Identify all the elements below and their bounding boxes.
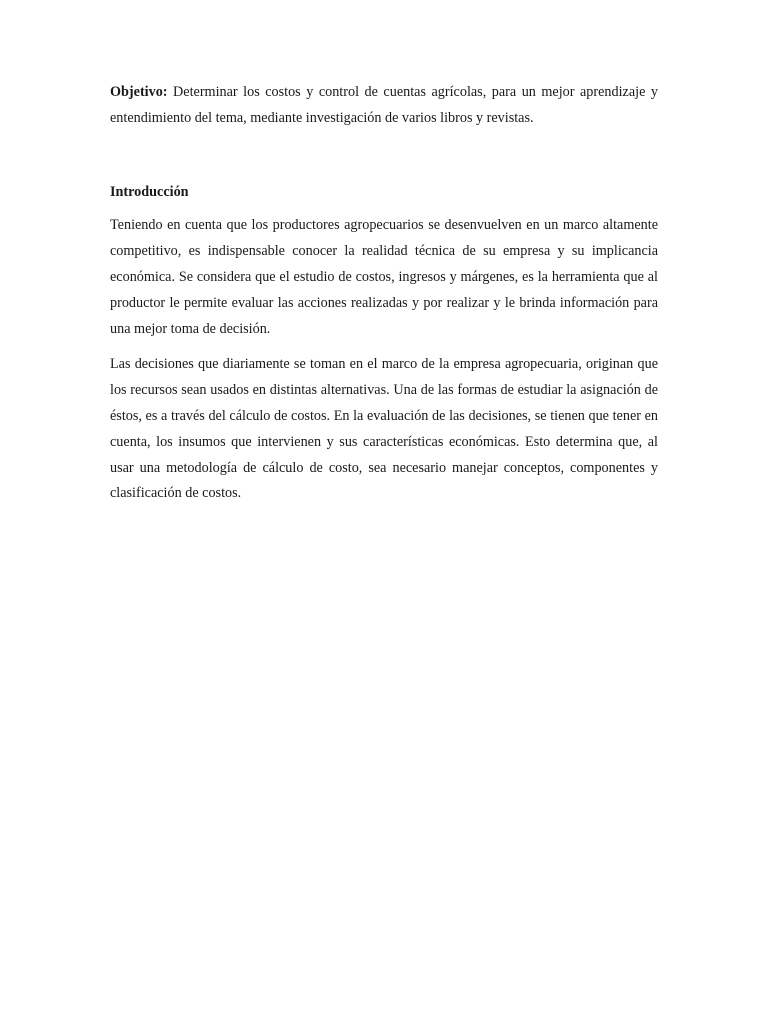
- objective-label: Objetivo:: [110, 84, 168, 100]
- introduction-heading: Introducción: [110, 183, 189, 200]
- introduction-paragraph-1: Teniendo en cuenta que los productores agropecuarios se desenvuelven en un marco altamente competitivo, es indispensable conocer la realidad técnica de su empresa y su implicancia económica. Se considera que el estudio de costos, ingresos y márgenes, es la herramienta que al productor le permite evaluar las acciones realizadas y por realizar y le brinda información para una mejor toma de decisión.: [110, 217, 658, 337]
- document-page: [110, 80, 658, 507]
- objective-paragraph: [110, 80, 658, 132]
- introduction-paragraph-2: Las decisiones que diariamente se toman en el marco de la empresa agropecuaria, originan que los recursos sean usados en distintas alternativas. Una de las formas de estudiar la asignación de éstos, es a través del cálculo de costos. En la evaluación de las decisiones, se tienen que tener en cuenta, los insumos que intervienen y sus características económicas. Esto determina que, al usar una metodología de cálculo de costo, sea necesario manejar conceptos, componentes y clasificación de costos.: [110, 356, 658, 502]
- objective-text: Determinar los costos y control de cuentas agrícolas, para un mejor aprendizaje y entendimiento del tema, mediante investigación de varios libros y revistas.: [110, 84, 658, 126]
